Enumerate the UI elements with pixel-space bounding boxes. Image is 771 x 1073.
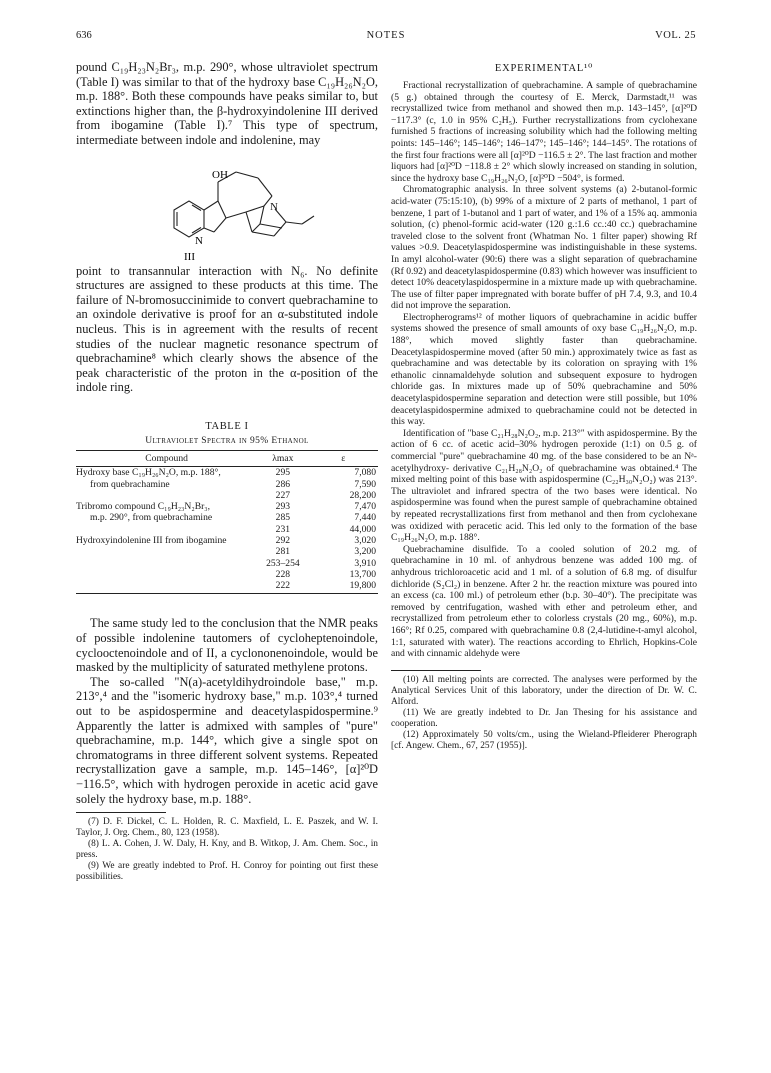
footnote: (7) D. F. Dickel, C. L. Holden, R. C. Maxfield, L. E. Paszek, and W. I. Taylor, J. Org. Chem., 80, 123 (1958). [76,817,378,839]
paragraph: The same study led to the conclusion that the NMR peaks of possible indolenine tautomers of cycloheptenoindole, cyclooctenoindole and of II, a cyclononenoindole, would be masked by the multiplicity of saturated methylene protons. [76,616,378,675]
table-cell: from quebrachamine [90,478,170,490]
table-cell: 292 [275,534,291,546]
table-row [76,569,378,580]
uv-spectra-table [76,450,378,595]
nitrogen-label-b: N [270,200,278,213]
footnote-rule [391,670,481,671]
footnote: (8) L. A. Cohen, J. W. Daly, H. Kny, and B. Witkop, J. Am. Chem. Soc., in press. [76,839,378,861]
footnote: (12) Approximately 50 volts/cm., using the Wieland-Pfleiderer Pherograph [cf. Angew. Chem., 67, 257 (1955)]. [391,729,697,751]
table-cell: Hydroxy base C₁₉H₂₆N₂O, m.p. 188°, [76,467,221,479]
chemical-structure-figure [76,152,378,264]
column-header: ε [309,450,378,466]
table-cell: 7,080 [354,467,376,479]
table-cell: 228 [275,568,291,580]
paragraph: Fractional recrystallization of quebrachamine. A sample of quebrachamine (5 g.) obtained through the courtesy of E. Merck, Darmstadt,¹¹ was recrystallized twice from methanol and showed then m.p. 143–145°, [α]²⁰D −117.3° (c, 1.0 in 95% C₂H₅). Further recrystallizations from cyclohexane furnished 5 fractions of increasing solubility which had the following melting points: 145–146°; 145–146°; 146–147°; 145–146°; 144–145°. The rotations of the first four fractions were all [α]²⁰D −116.5 ± 2°. The last fraction and mother liquors had [α]²⁰D −118.8 ± 2° which slowly increased on standing in solution, since the hydroxy base C₁₉H₂₆N₂O, [α]²⁰D −504°, is formed. [391,80,697,184]
table-row [76,580,378,594]
table-cell: 293 [275,501,291,513]
table-cell: 286 [275,478,291,490]
table-cell [76,558,257,569]
table-cell: 3,910 [354,557,376,569]
paragraph: pound C₁₉H₂₃N₂Br₃, m.p. 290°, whose ultraviolet spectrum (Table I) was similar to that of the hydroxy base C₁₉H₂₆N₂O, m.p. 188°. Both these compounds have peaks similar to, but extinctions higher than, the β-hydroxyindolenine III derived from ibogamine (Table I).⁷ This type of spectrum, intermediate between indole and indolenine, may [76,60,378,147]
volume-label: VOL. 25 [655,30,696,41]
table-cell: 3,020 [354,534,376,546]
table-row [76,512,378,523]
left-column [76,60,378,1050]
paragraph: Chromatographic analysis. In three solvent systems (a) 2-butanol-formic acid-water (75:15:10), (b) 99% of a mixture of 2 parts of methanol, 1 part of benzene, 1 part of 1-butanol and 1 part of water, and 1% of a 15% aq. ammonia solution, (c) phenol-formic acid-water (120 g.:1.6 cc.:40 cc.) quebrachamine traveled close to the solvent front (Whatman No. 1 filter paper) showing Rf values >0.9. Deacetylaspidospermine was indistinguishable in these systems. In amyl alcohol-water (90:6) there was a slight separation of quebrachamine (Rf 0.92) and deacetylaspidospermine (0.83) which however was insufficient to detect 10% deacetylaspidospermine in a mixture made up with quebrachamine. The use of filter paper impregnated with borate buffer of pH 7.4, 9.3, and 10.4 did not improve the separation. [391,184,697,312]
table-cell: 222 [257,580,308,594]
table-row [76,479,378,490]
paragraph: The so-called "N(a)-acetyldihydroindole base," m.p. 213°,⁴ and the "isomeric hydroxy base," m.p. 103°,⁴ turned out to be aspidospermine and deacetylaspidospermine.⁹ Apparently the latter is admixed with samples of "pure" quebrachamine, m.p. 144°, which give a single spot on chromatograms in three different solvent systems. Repeated recrystallization gave a sample, m.p. 145–146°, [α]²⁰D −116.5°, which with hydrogen peroxide in acetic acid gave solely the hydroxy base, m.p. 188°. [76,674,378,806]
table-cell: m.p. 290°, from quebrachamine [90,512,213,524]
section-title: EXPERIMENTAL¹⁰ [494,63,594,74]
table-cell: 13,700 [349,568,376,580]
table-row [76,490,378,501]
oh-label: OH [212,168,228,181]
table-cell: 44,000 [349,523,376,535]
footnote-rule [76,812,166,813]
table-cell: Hydroxyindolenine III from ibogamine [76,534,227,546]
paragraph: Electropherograms¹² of mother liquors of quebrachamine in acidic buffer systems showed the presence of small amounts of oxy base C₁₉H₂₆N₂O, m.p. 188°, which moved slightly faster than quebrachamine. Deacetylaspidospermine moved (after 50 min.) approximately twice as fast as quebrachamine and was detectable by its coloration on spraying with 1% ethanolic cinnamaldehyde solution and subsequent exposure to hydrogen chloride gas. In mixtures made up of 50% quebrachamine and 50% deacetylaspidospermine separation and detection were still possible, but 10% deacetylaspidospermine admixed to quebrachamine could not be detected in this way. [391,311,697,428]
table-cell: 227 [275,489,291,501]
table-cell [76,524,257,535]
right-column [391,60,697,1050]
footnote: (10) All melting points are corrected. The analyses were performed by the Analytical Services Unit of this laboratory, under the direction of Dr. W. C. Alford. [391,674,697,707]
compound-label: III [184,250,195,263]
paragraph: point to transannular interaction with N₆. No definite structures are assigned to these products at this time. The failure of N-bromosuccinimide to convert quebrachamine to an oxindole derivative is proof for an α-substituted indole nucleus. This is in agreement with the results of recent studies of the nuclear magnetic resonance spectrum of quebrachamine⁸ which clearly shows the absence of the peak characteristic of the proton in the α-position of the indole ring. [76,263,378,395]
table-caption: Ultraviolet Spectra in 95% Ethanol [145,435,309,446]
table-row [76,501,378,512]
table-cell: 253–254 [266,557,300,569]
table-cell: 3,200 [354,546,376,558]
table-cell [76,580,257,594]
page-header [76,30,696,46]
table-cell: 231 [275,523,291,535]
nitrogen-label-a: N [195,234,203,247]
table-row [76,535,378,546]
table-cell [76,546,257,557]
table-cell: 7,440 [354,512,376,524]
table-row [76,546,378,557]
paragraph: Quebrachamine disulfide. To a cooled solution of 20.2 mg. of quebrachamine in 10 ml. of anhydrous benzene was added 100 mg. of anhydrous trichloroacetic acid and 1 ml. of a solution of 6.8 mg. of disulfur dichloride (S₂Cl₂) in benzene. After 2 hr. the reaction mixture was poured into an excess (ca. 100 ml.) of petroleum ether (b.p. 30–40°). The precipitate was removed by centrifugation, washed with ether and petroleum ether, and recrystallized from petroleum ether to colorless crystals (20 mg., 60%), m.p. 166°; Rf 0.25, compared with quebrachamine 0.8 (2,4-lutidine-t-amyl alcohol, 1:1, saturated with water). The reactions according to Ehrlich, Hopkins-Cole and with cinnamic aldehyde were [391,543,697,660]
table-cell: Tribromo compound C₁₉H₂₃N₂Br₃, [76,501,211,513]
table-row [76,467,378,479]
table-cell: 281 [275,546,291,558]
table-cell: 7,590 [354,478,376,490]
footnote: (9) We are greatly indebted to Prof. H. Conroy for pointing out first these possibilities. [76,861,378,883]
table-cell: 28,200 [349,489,376,501]
table-cell: 285 [275,512,291,524]
paragraph: Identification of "base C₂₁H₂₈N₂O₂, m.p. 213°" with aspidospermine. By the action of 6 cc. of acetic acid–30% hydrogen peroxide (1:1) on 0.5 g. of commercial "pure" quebrachamine 40 mg. of the base considered to be an Nᵃ-acetylhydroxy- derivative C₂₁H₂₈N₂O₂ of quebrachamine was obtained.⁴ The mixed melting point of this base with aspidospermine (C₂₂H₃₀N₂O₂) was 213°. The ultraviolet and infrared spectra of the two bases were identical. No aspidospermine was found when the purest sample of quebrachamine obtained by repeated recrystallizations first from methanol and then from cyclohexane was oxidized with peracetic acid. This led only to the formation of the base C₁₉H₂₆N₂O, m.p. 188°. [391,427,697,544]
column-header: Compound [76,450,257,466]
table-row [76,558,378,569]
table-row [76,524,378,535]
table-cell: 19,800 [309,580,378,594]
structure-drawing [76,152,378,264]
running-title: NOTES [366,30,406,41]
table-title: TABLE I [205,420,249,432]
table-cell: 7,470 [354,501,376,513]
column-header: λmax [257,450,308,466]
footnote: (11) We are greatly indebted to Dr. Jan Thesing for his assistance and cooperation. [391,707,697,729]
page-number: 636 [76,30,92,41]
table-cell [76,569,257,580]
table-cell: 295 [275,467,291,479]
table-cell [76,490,257,501]
